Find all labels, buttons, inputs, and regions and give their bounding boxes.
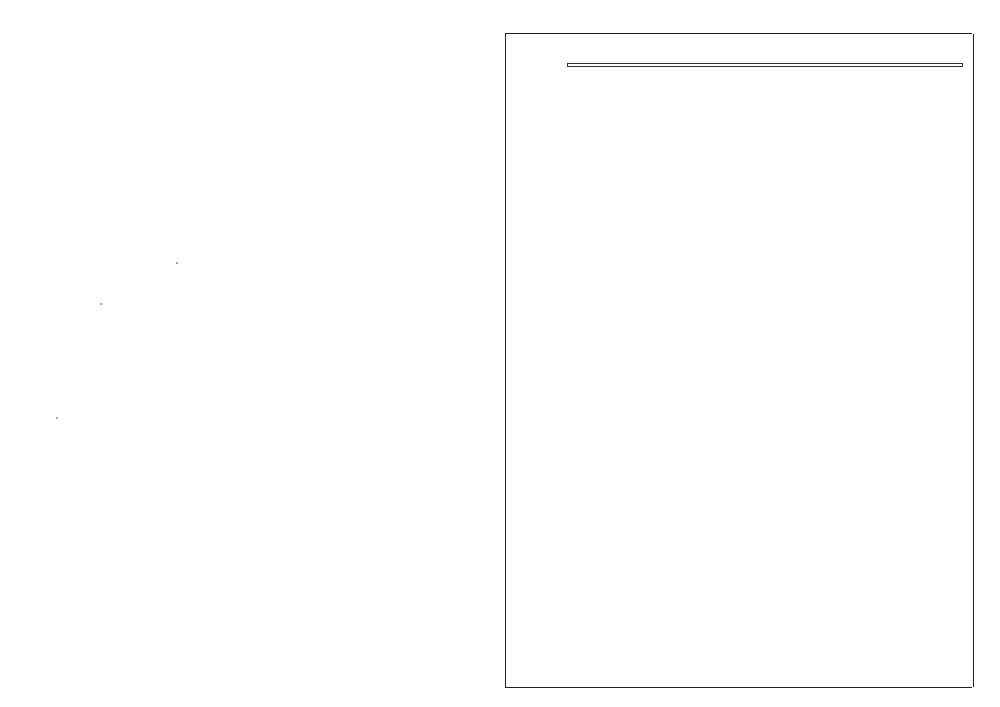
table-section-header [568,64,963,67]
section-row [568,64,963,67]
document-table [567,63,963,67]
section-title [568,64,963,67]
scan-speck [56,417,58,419]
scanned-page-frame [505,33,972,688]
scan-speck [100,303,102,305]
scan-speck [176,262,178,264]
